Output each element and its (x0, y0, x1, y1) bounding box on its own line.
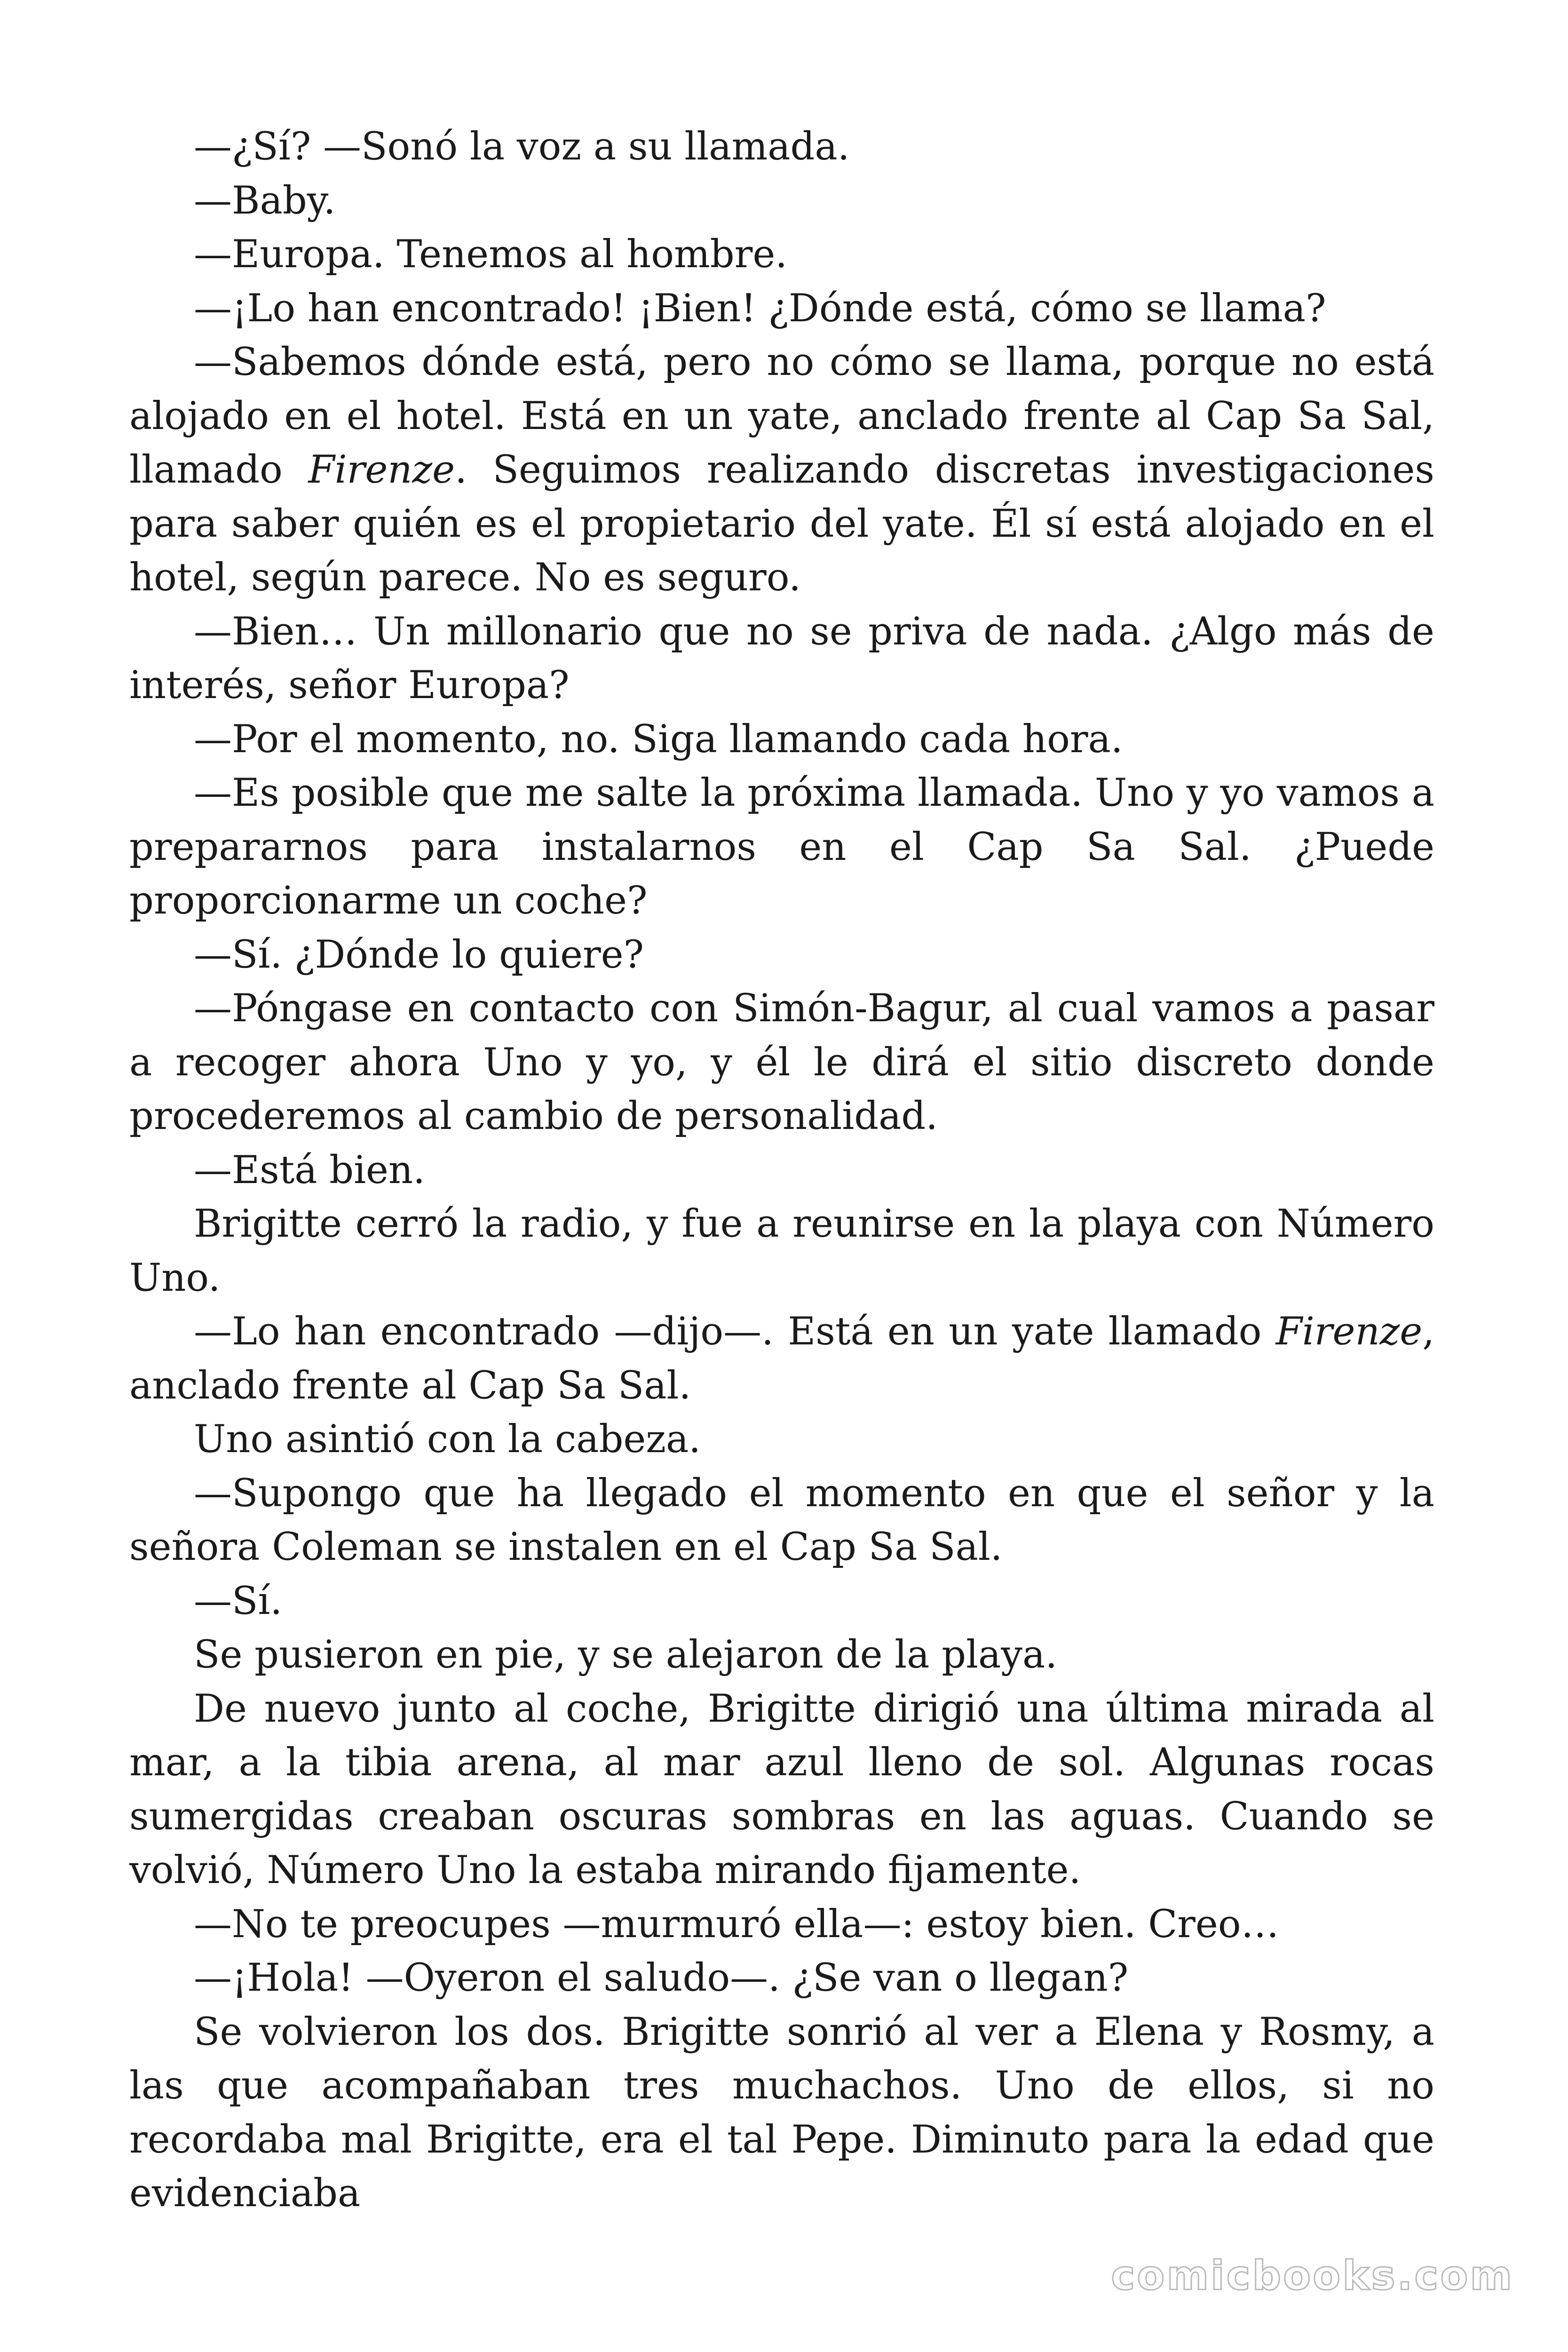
paragraph: —Supongo que ha llegado el momento en que el señor y la señora Coleman se instalen en el Cap Sa Sal. (129, 1471, 1434, 1569)
paragraph: —¡Lo han encontrado! ¡Bien! ¿Dónde está, cómo se llama? (194, 286, 1326, 331)
book-page-text (129, 120, 1434, 2221)
paragraph: Se pusieron en pie, y se alejaron de la playa. (194, 1633, 1058, 1677)
paragraph: —No te preocupes —murmuró ella—: estoy bien. Creo… (194, 1902, 1279, 1947)
paragraph: —Está bien. (194, 1148, 425, 1192)
paragraph (129, 335, 1434, 605)
paragraph: —Sí. (194, 1579, 283, 1623)
paragraph: —¿Sí? —Sonó la voz a su llamada. (194, 125, 850, 169)
paragraph: Brigitte cerró la radio, y fue a reunirse en la playa con Número Uno. (129, 1202, 1434, 1300)
paragraph: —Europa. Tenemos al hombre. (194, 232, 788, 277)
text-run: . Seguimos realizando discretas investigaciones para saber quién es el propietario del yate. Él sí está alojado en el hotel, según parece. No es seguro. (129, 448, 1434, 600)
paragraph: —Por el momento, no. Siga llamando cada hora. (194, 717, 1123, 762)
yacht-name: Firenze (308, 448, 455, 492)
yacht-name: Firenze (1275, 1310, 1423, 1354)
paragraph: Uno asintió con la cabeza. (194, 1417, 701, 1462)
paragraph (129, 1305, 1434, 1413)
watermark-logo: comicbooks.com (1111, 2252, 1514, 2299)
paragraph: —Póngase en contacto con Simón-Bagur, al cual vamos a pasar a recoger ahora Uno y yo, y él le dirá el sitio discreto donde procederemos al cambio de personalidad. (129, 986, 1434, 1138)
paragraph: —¡Hola! —Oyeron el saludo—. ¿Se van o llegan? (194, 1956, 1129, 2000)
paragraph: —Bien… Un millonario que no se priva de nada. ¿Algo más de interés, señor Europa? (129, 609, 1434, 707)
paragraph: De nuevo junto al coche, Brigitte dirigió una última mirada al mar, a la tibia arena, al mar azul lleno de sol. Algunas rocas sumergidas creaban oscuras sombras en las aguas. Cuando se volvió, Número Uno la estaba mirando fijamente. (129, 1686, 1434, 1892)
paragraph: —Baby. (194, 178, 336, 223)
text-run: —Lo han encontrado —dijo—. Está en un yate llamado (194, 1310, 1276, 1354)
paragraph: —Es posible que me salte la próxima llamada. Uno y yo vamos a prepararnos para instalarnos en el Cap Sa Sal. ¿Puede proporcionarme un coche? (129, 771, 1434, 923)
text-run: , anclado frente al Cap Sa Sal. (129, 1310, 1434, 1408)
paragraph: Se volvieron los dos. Brigitte sonrió al ver a Elena y Rosmy, a las que acompañaban tres muchachos. Uno de ellos, si no recordaba mal Brigitte, era el tal Pepe. Diminuto para la edad que evidenciaba (129, 2010, 1434, 2216)
paragraph: —Sí. ¿Dónde lo quiere? (194, 932, 644, 977)
text-run: —Sabemos dónde está, pero no cómo se llama, porque no está alojado en el hotel. Está en un yate, anclado frente al Cap Sa Sal, llamado (129, 340, 1434, 492)
